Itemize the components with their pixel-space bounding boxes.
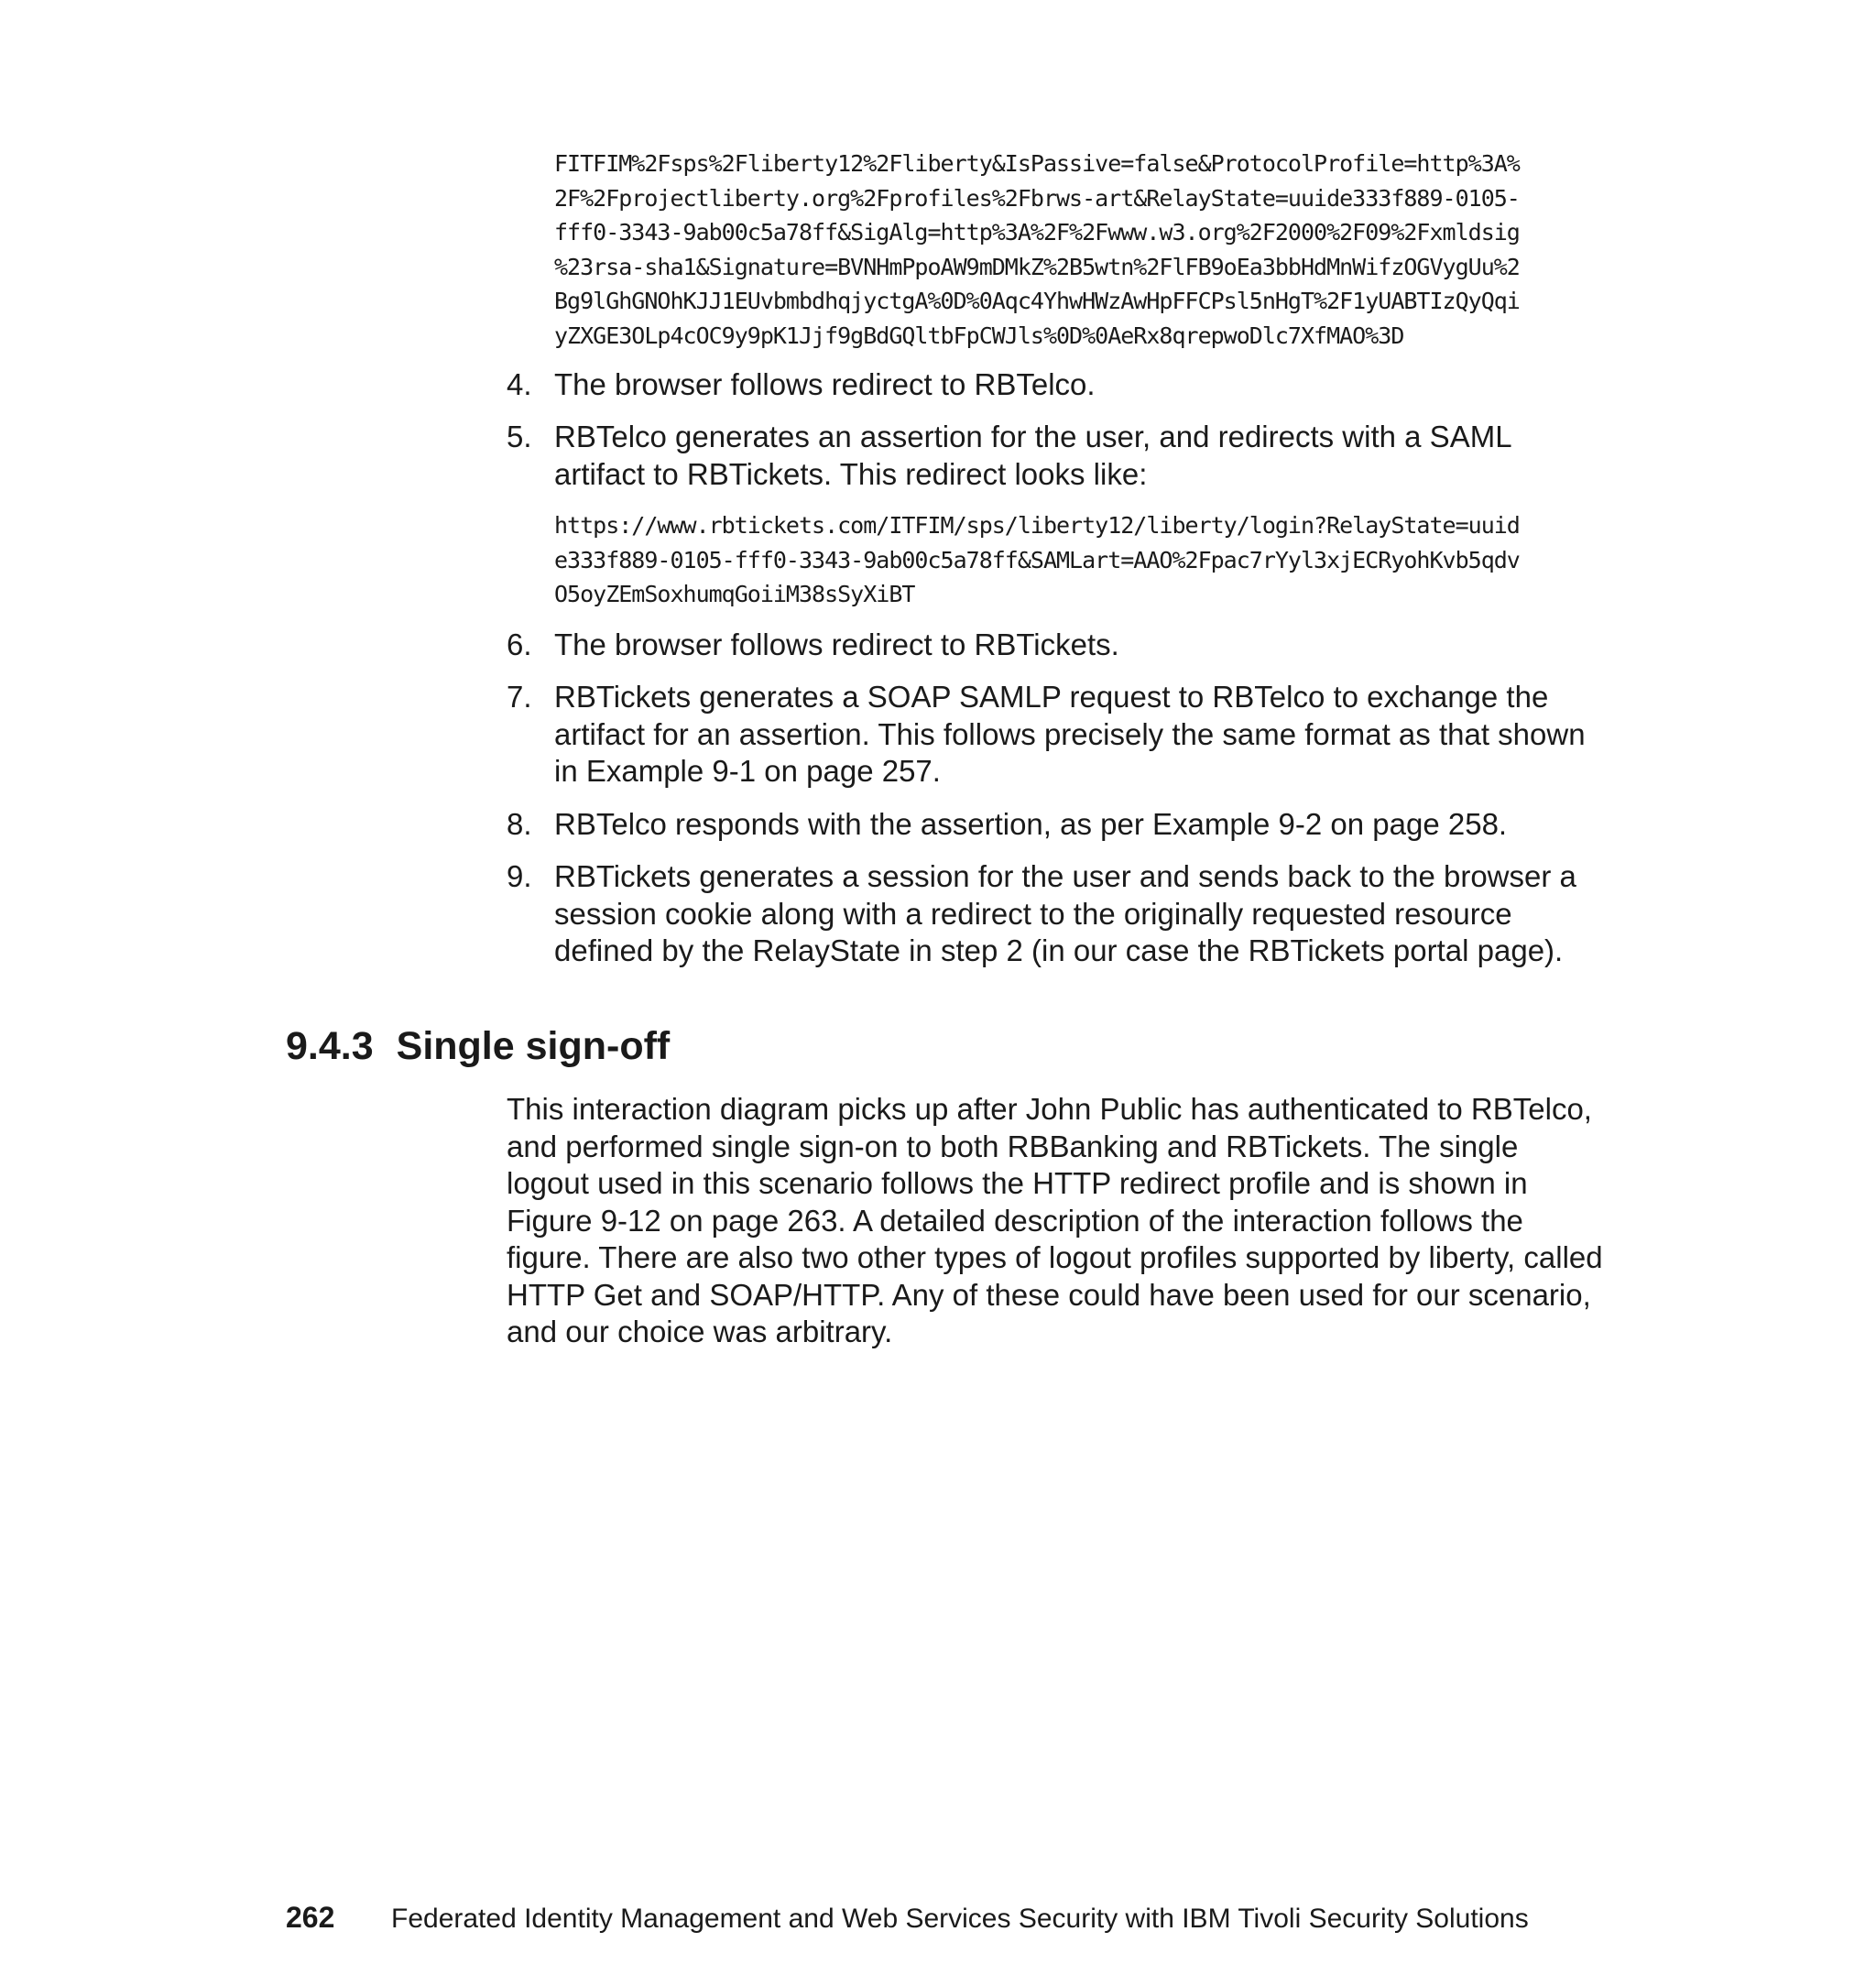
step-text: RBTickets generates a session for the user and sends back to the browser a session cookie along with a redirect to the originally requested resource defined by the RelayState in step 2 (in our case the RBTickets portal page). [554,859,1576,967]
step-number: 5. [507,420,532,453]
body-paragraph: This interaction diagram picks up after John Public has authenticated to RBTelco, and performed single sign-on to both RBBanking and RBTickets. The single logout used in this scenario follows the HTTP redirect profile and is shown in Figure 9-12 on page 263. A detailed description of the interaction follows the figure. There are also two other types of logout profiles supported by liberty, called HTTP Get and SOAP/HTTP. Any of these could have been used for our scenario, and our choice was arbitrary. [507,1092,1603,1348]
code-line: yZXGE3OLp4cOC9y9pK1Jjf9gBdGQltbFpCWJls%0D%0AeRx8qrepwoDlc7XfMAO%3D [554,322,1404,349]
code-line: FITFIM%2Fsps%2Fliberty12%2Fliberty&IsPassive=false&ProtocolProfile=http%3A% [554,150,1520,177]
step-text: The browser follows redirect to RBTickets. [554,627,1119,661]
code-line: https://www.rbtickets.com/ITFIM/sps/liberty12/liberty/login?RelayState=uuid [554,512,1520,539]
code-line: 2F%2Fprojectliberty.org%2Fprofiles%2Fbrws-art&RelayState=uuide333f889-0105- [554,184,1520,212]
code-line: e333f889-0105-fff0-3343-9ab00c5a78ff&SAMLart=AAO%2Fpac7rYyl3xjECRyohKvb5qdv [554,546,1520,573]
step-text: The browser follows redirect to RBTelco. [554,367,1096,401]
code-line: O5oyZEmSoxhumqGoiiM38sSyXiBT [554,581,915,607]
step-number: 7. [507,680,532,714]
page-number: 262 [286,1901,335,1934]
code-line: %23rsa-sha1&Signature=BVNHmPpoAW9mDMkZ%2B5wtn%2FlFB9oEa3bbHdMnWifzOGVygUu%2 [554,253,1520,280]
step-text: RBTelco responds with the assertion, as per Example 9-2 on page 258. [554,807,1508,841]
code-line: Bg9lGhGNOhKJJ1EUvbmbdhqjyctgA%0D%0Aqc4YhwHWzAwHpFFCPsl5nHgT%2F1yUABTIzQyQqi [554,288,1520,314]
step-number: 4. [507,367,532,401]
section-title: Single sign-off [396,1024,671,1068]
step-number: 8. [507,807,532,841]
book-title: Federated Identity Management and Web Services Security with IBM Tivoli Security Solutions [391,1904,1529,1934]
code-block-redirect-url [554,508,1598,612]
step-number: 9. [507,859,532,893]
step-text: RBTickets generates a SOAP SAMLP request to RBTelco to exchange the artifact for an assertion. This follows precisely the same format as that shown in Example 9-1 on page 257. [554,680,1586,788]
step-text: RBTelco generates an assertion for the user, and redirects with a SAML artifact to RBTickets. This redirect looks like: [554,420,1511,491]
step-number: 6. [507,627,532,661]
code-line: fff0-3343-9ab00c5a78ff&SigAlg=http%3A%2F%2Fwww.w3.org%2F2000%2F09%2Fxmldsig [554,219,1520,246]
section-number: 9.4.3 [286,1024,374,1068]
section-heading [286,1023,670,1069]
code-block-request-url [554,147,1598,353]
page-footer [286,1901,1529,1936]
